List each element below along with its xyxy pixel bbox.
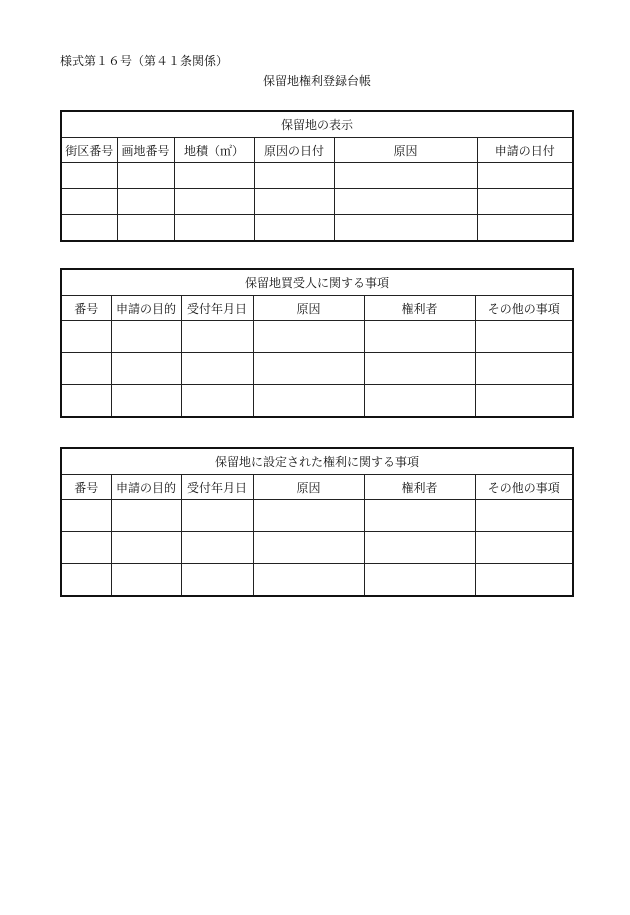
table-row: [61, 500, 573, 532]
table-cell[interactable]: [111, 385, 181, 418]
column-header: 番号: [61, 475, 111, 500]
table-row: [61, 532, 573, 564]
table-cell[interactable]: [475, 385, 573, 418]
column-header: 申請の目的: [111, 475, 181, 500]
table-cell[interactable]: [61, 189, 117, 215]
table-cell[interactable]: [61, 215, 117, 242]
table-cell[interactable]: [61, 500, 111, 532]
table-row: [61, 215, 573, 242]
table-cell[interactable]: [181, 532, 253, 564]
column-header: 街区番号: [61, 138, 117, 163]
table-row: [61, 385, 573, 418]
table-title: 保留地に設定された権利に関する事項: [61, 448, 573, 475]
column-header: 画地番号: [117, 138, 174, 163]
column-header: 原因: [334, 138, 477, 163]
buyer-matters-table: [60, 268, 574, 418]
table-cell[interactable]: [477, 215, 573, 242]
table-cell[interactable]: [111, 500, 181, 532]
table-cell[interactable]: [117, 189, 174, 215]
table-title: 保留地買受人に関する事項: [61, 269, 573, 296]
table-cell[interactable]: [364, 321, 475, 353]
table-cell[interactable]: [174, 215, 254, 242]
form-number-label: 様式第１６号（第４１条関係）: [60, 54, 229, 68]
table-cell[interactable]: [254, 215, 334, 242]
table-cell[interactable]: [174, 163, 254, 189]
table-row: [61, 321, 573, 353]
table-cell[interactable]: [181, 500, 253, 532]
table-cell[interactable]: [475, 532, 573, 564]
table-cell[interactable]: [477, 189, 573, 215]
table-title: 保留地の表示: [61, 111, 573, 138]
table-row: [61, 189, 573, 215]
column-header: その他の事項: [475, 475, 573, 500]
table-cell[interactable]: [61, 163, 117, 189]
table-cell[interactable]: [253, 532, 364, 564]
table-cell[interactable]: [181, 321, 253, 353]
column-header: 権利者: [364, 296, 475, 321]
table-cell[interactable]: [61, 385, 111, 418]
table-cell[interactable]: [477, 163, 573, 189]
table-cell[interactable]: [364, 385, 475, 418]
column-header: 地積（㎡）: [174, 138, 254, 163]
table-row: [61, 564, 573, 597]
table-cell[interactable]: [364, 500, 475, 532]
table-cell[interactable]: [253, 353, 364, 385]
reserve-land-display-table: [60, 110, 574, 242]
table-cell[interactable]: [475, 353, 573, 385]
table-cell[interactable]: [61, 321, 111, 353]
table-cell[interactable]: [181, 385, 253, 418]
table-cell[interactable]: [334, 163, 477, 189]
table-cell[interactable]: [254, 163, 334, 189]
column-header: 原因: [253, 475, 364, 500]
established-rights-table: [60, 447, 574, 597]
table-cell[interactable]: [364, 353, 475, 385]
table-cell[interactable]: [254, 189, 334, 215]
table-cell[interactable]: [111, 564, 181, 597]
column-header: 受付年月日: [181, 296, 253, 321]
table-cell[interactable]: [117, 215, 174, 242]
column-header: 受付年月日: [181, 475, 253, 500]
table-cell[interactable]: [253, 385, 364, 418]
table-cell[interactable]: [181, 564, 253, 597]
column-header: 申請の目的: [111, 296, 181, 321]
table-cell[interactable]: [475, 500, 573, 532]
column-header: 原因の日付: [254, 138, 334, 163]
table-cell[interactable]: [61, 532, 111, 564]
table-row: [61, 163, 573, 189]
table-cell[interactable]: [61, 353, 111, 385]
table-row: [61, 353, 573, 385]
table-cell[interactable]: [253, 500, 364, 532]
table-cell[interactable]: [334, 215, 477, 242]
table-cell[interactable]: [181, 353, 253, 385]
table-cell[interactable]: [111, 321, 181, 353]
table-cell[interactable]: [475, 564, 573, 597]
column-header: その他の事項: [475, 296, 573, 321]
table-cell[interactable]: [174, 189, 254, 215]
table-cell[interactable]: [111, 353, 181, 385]
document-title: 保留地権利登録台帳: [262, 74, 371, 88]
table-cell[interactable]: [364, 564, 475, 597]
table-cell[interactable]: [111, 532, 181, 564]
table-cell[interactable]: [253, 564, 364, 597]
column-header: 番号: [61, 296, 111, 321]
column-header: 権利者: [364, 475, 475, 500]
table-cell[interactable]: [117, 163, 174, 189]
table-cell[interactable]: [253, 321, 364, 353]
table-cell[interactable]: [364, 532, 475, 564]
table-cell[interactable]: [475, 321, 573, 353]
column-header: 原因: [253, 296, 364, 321]
table-cell[interactable]: [334, 189, 477, 215]
column-header: 申請の日付: [477, 138, 573, 163]
table-cell[interactable]: [61, 564, 111, 597]
